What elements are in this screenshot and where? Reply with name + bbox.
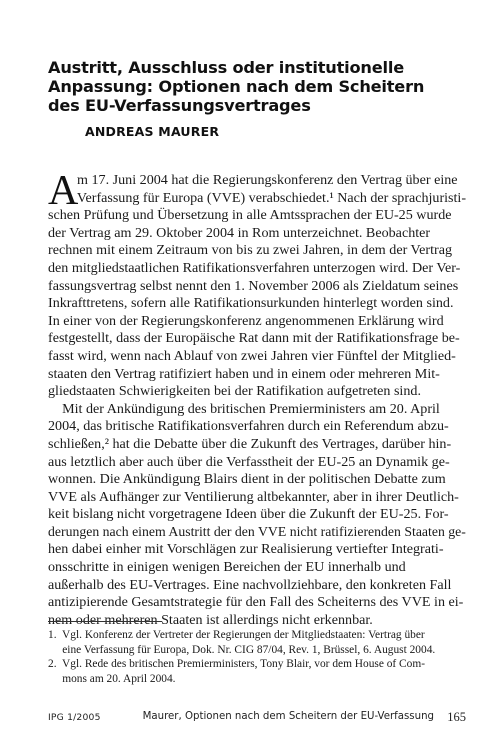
title-line: Anpassung: Optionen nach dem Scheitern bbox=[48, 77, 425, 97]
title-line: Austritt, Ausschluss oder institutionelle bbox=[48, 58, 404, 77]
body-line: m 17. Juni 2004 hat die Regierungskonferenz den Vertrag über eine bbox=[77, 172, 458, 188]
title-line: des EU-Verfassungsvertrages bbox=[48, 96, 311, 116]
body-line: derungen nach einem Austritt der den VVE nicht ratifizierenden Staaten ge- bbox=[48, 523, 466, 540]
running-title: Maurer, Optionen nach dem Scheitern der EU-Verfassung bbox=[142, 711, 434, 722]
body-line: fassungsvertrag selbst nennt den 1. November 2006 als Zieldatum seines bbox=[48, 277, 459, 294]
body-line: aus letztlich aber auch über die Verfasstheit der EU-25 an Dynamik ge- bbox=[48, 453, 450, 470]
body-line: In einer von der Regierungskonferenz angenommenen Erklärung wird bbox=[48, 312, 444, 329]
body-line: außerhalb des EU-Vertrages. Eine nachvollziehbare, den konkreten Fall bbox=[48, 576, 452, 593]
body-line: hen dabei einher mit Vorschlägen zur Realisierung vertiefter Integrati- bbox=[48, 541, 444, 558]
body-line: rechnen mit einem Zeitraum von bis zu zwei Jahren, in dem der Vertrag bbox=[48, 242, 453, 259]
body-line: der Vertrag am 29. Oktober 2004 in Rom unterzeichnet. Beobachter bbox=[48, 224, 431, 241]
body-line: schließen,² hat die Debatte über die Zukunft des Vertrages, darüber hin- bbox=[48, 435, 452, 452]
body-line: den mitgliedstaatlichen Ratifikationsverfahren unterzogen wird. Der Ver- bbox=[48, 259, 461, 276]
page-number: 165 bbox=[447, 710, 466, 724]
body-text bbox=[48, 168, 467, 629]
body-line: Verfassung für Europa (VVE) verabschiedet.¹ Nach der sprachjuristi- bbox=[76, 189, 467, 206]
body-line: gliedstaaten Schwierigkeiten bei der Ratifikation aufgetreten sind. bbox=[48, 383, 421, 400]
page-footer bbox=[48, 710, 466, 726]
drop-cap: A bbox=[48, 168, 79, 214]
body-line: fasst wird, wenn nach Ablauf von zwei Jahren vier Fünftel der Mitglied- bbox=[48, 347, 456, 364]
body-line: schen Prüfung und Übersetzung in alle Amtssprachen der EU-25 wurde bbox=[48, 207, 452, 224]
body-line: Inkrafttretens, sofern alle Ratifikationsurkunden hinterlegt worden sind. bbox=[48, 295, 454, 312]
journal-issue: IPG 1/2005 bbox=[48, 712, 101, 723]
footnotes bbox=[48, 628, 466, 686]
body-line: staaten den Vertrag ratifiziert haben und in einem oder mehreren Mit- bbox=[48, 365, 440, 382]
footnote-line: eine Verfassung für Europa, Dok. Nr. CIG 87/04, Rev. 1, Brüssel, 6. August 2004. bbox=[48, 643, 436, 656]
footnote-line: 1. Vgl. Konferenz der Vertreter der Regierungen der Mitgliedstaaten: Vertrag über bbox=[48, 629, 425, 641]
body-line: 2004, das britische Ratifikationsverfahren durch ein Referendum abzu- bbox=[48, 418, 449, 435]
body-line: antizipierende Gesamtstrategie für den Fall des Scheiterns des VVE in ei- bbox=[48, 594, 464, 611]
body-line: festgestellt, dass der Europäische Rat dann mit der Ratifikationsfrage be- bbox=[48, 330, 460, 347]
body-line: Mit der Ankündigung des britischen Premierministers am 20. April bbox=[48, 400, 440, 417]
footnote-rule bbox=[48, 621, 162, 622]
body-line: keit bislang nicht vorgetragene Ideen über die Zukunft der EU-25. For- bbox=[48, 506, 449, 523]
author-name: ANDREAS MAURER bbox=[85, 124, 220, 139]
body-line: VVE als Aufhänger zur Ventilierung altbekannter, aber in ihrer Deutlich- bbox=[48, 488, 459, 505]
article-title bbox=[48, 58, 468, 116]
footnote-line: mons am 20. April 2004. bbox=[48, 672, 176, 685]
footnote-line: 2. Vgl. Rede des britischen Premierministers, Tony Blair, vor dem House of Com- bbox=[48, 658, 426, 671]
body-line: wonnen. Die Ankündigung Blairs dient in der politischen Debatte zum bbox=[48, 471, 446, 488]
body-line: onsschritte in einigen wenigen Bereichen der EU innerhalb und bbox=[48, 559, 406, 576]
body-line: nem oder mehreren Staaten ist allerdings nicht erkennbar. bbox=[48, 611, 373, 628]
